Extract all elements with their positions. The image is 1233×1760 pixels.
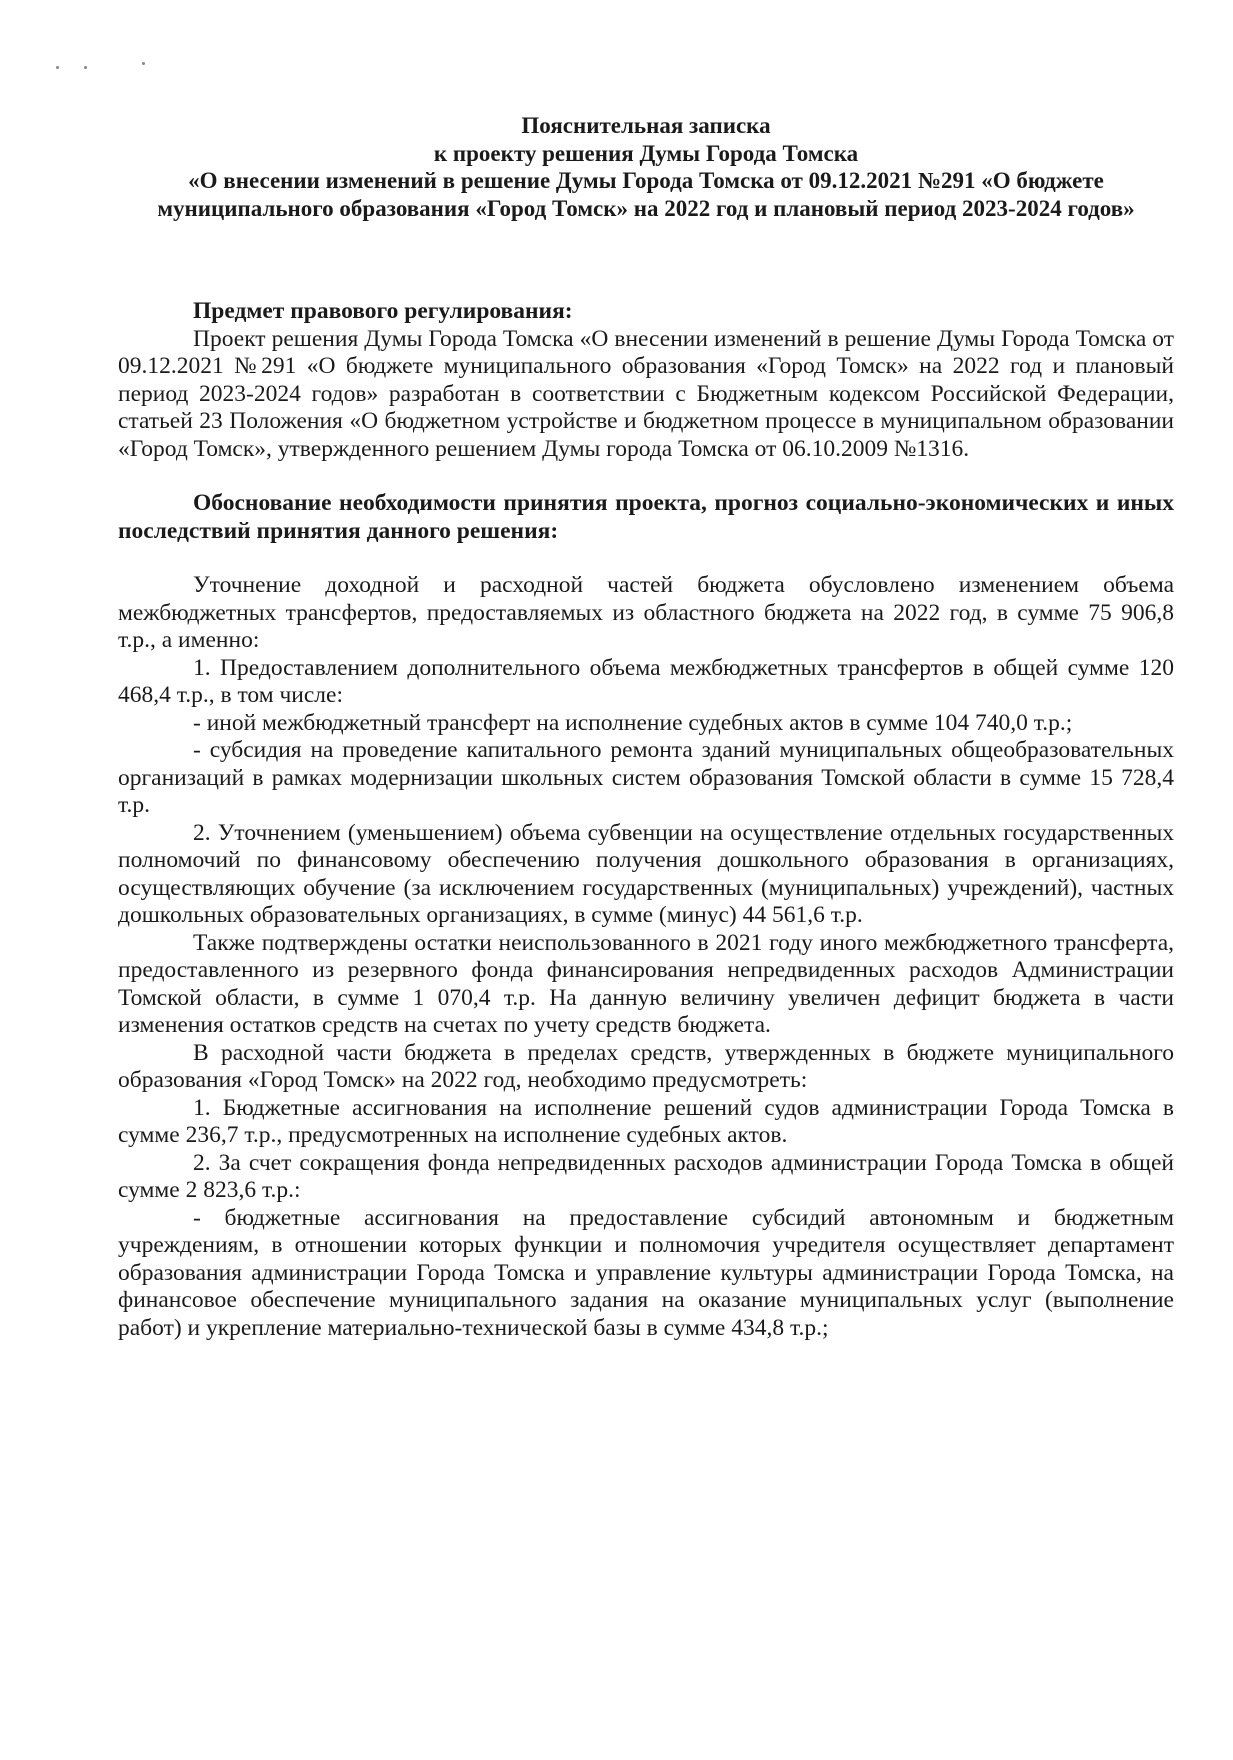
paragraph: 2. Уточнением (уменьшением) объема субвенции на осуществление отдельных государственных полномочий по финансовому обеспечению получения дошкольного образования в организациях, осуществляющих обучение (за исключением государственных (муниципальных) учреждений), частных дошкольных образовательных организациях, в сумме (минус) 44 561,6 т.р. [118, 819, 1174, 928]
paragraph: В расходной части бюджета в пределах средств, утвержденных в бюджете муниципального образования «Город Томск» на 2022 год, необходимо предусмотреть: [118, 1039, 1174, 1093]
paragraph: 1. Предоставлением дополнительного объема межбюджетных трансфертов в общей сумме 120 468,4 т.р., в том числе: [118, 654, 1174, 708]
section-heading-subject: Предмет правового регулирования: [193, 298, 573, 324]
paragraph-subject: Проект решения Думы Города Томска «О внесении изменений в решение Думы Города Томска от 09.12.2021 №291 «О бюджете муниципального образования «Город Томск» на 2022 год и плановый период 2023-2024 годов» разработан в соответствии с Бюджетным кодексом Российской Федерации, статьей 23 Положения «О бюджетном устройстве и бюджетном процессе в муниципальном образовании «Город Томск», утвержденного решением Думы города Томска от 06.10.2009 №1316. [118, 325, 1174, 462]
title-line-2: к проекту решения Думы Города Томска [433, 140, 859, 166]
title-line-1: Пояснительная записка [521, 113, 771, 138]
paragraph: Уточнение доходной и расходной частей бюджета обусловлено изменением объема межбюджетных трансфертов, предоставляемых из областного бюджета на 2022 год, в сумме 75 906,8 т.р., а именно: [118, 572, 1174, 653]
section-heading-justification: Обоснование необходимости принятия проекта, прогноз социально-экономических и иных последствий принятия данного решения: [118, 490, 1174, 544]
scan-artifact-dots [56, 66, 146, 72]
paragraph: - бюджетные ассигнования на предоставление субсидий автономным и бюджетным учреждениям, в отношении которых функции и полномочия учредителя осуществляет департамент образования администрации Города Томска и управление культуры администрации Города Томска, на финансовое обеспечение муниципального задания на оказание муниципальных услуг (выполнение работ) и укрепление материально-технической базы в сумме 434,8 т.р.; [118, 1204, 1174, 1341]
document-body [118, 298, 1174, 1342]
paragraph: - субсидия на проведение капитального ремонта зданий муниципальных общеобразовательных организаций в рамках модернизации школьных систем образования Томской области в сумме 15 728,4 т.р. [118, 737, 1174, 818]
paragraph: - иной межбюджетный трансферт на исполнение судебных актов в сумме 104 740,0 т.р.; [193, 709, 1073, 736]
paragraph: 2. За счет сокращения фонда непредвиденных расходов администрации Города Томска в общей сумме 2 823,6 т.р.: [118, 1149, 1174, 1203]
paragraph: 1. Бюджетные ассигнования на исполнение решений судов администрации Города Томска в сумме 236,7 т.р., предусмотренных на исполнение судебных актов. [118, 1094, 1174, 1148]
paragraph: Также подтверждены остатки неиспользованного в 2021 году иного межбюджетного трансферта, предоставленного из резервного фонда финансирования непредвиденных расходов Администрации Томской области, в сумме 1 070,4 т.р. На данную величину увеличен дефицит бюджета в части изменения остатков средств на счетах по учету средств бюджета. [118, 929, 1174, 1038]
document-title [118, 112, 1174, 222]
title-line-3: «О внесении изменений в решение Думы Города Томска от 09.12.2021 №291 «О бюджете муниципального образования «Город Томск» на 2022 год и плановый период 2023-2024 годов» [157, 168, 1135, 221]
